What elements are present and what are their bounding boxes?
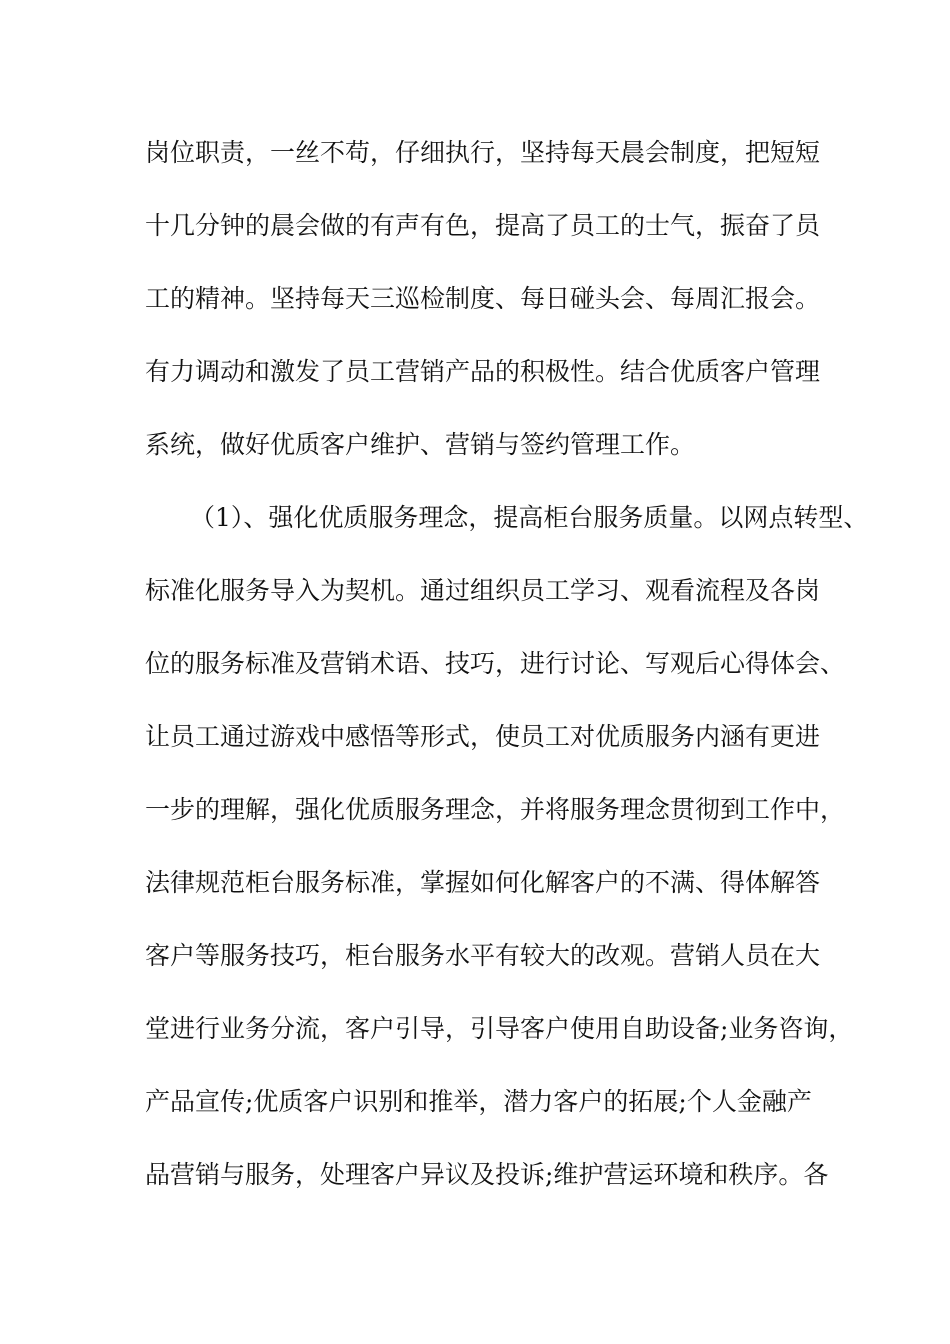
text-line: 一步的理解，强化优质服务理念，并将服务理念贯彻到工作中， <box>145 795 846 824</box>
text-line: 堂进行业务分流，客户引导，引导客户使用自助设备;业务咨询， <box>145 1014 854 1043</box>
text-line: 品营销与服务，处理客户异议及投诉;维护营运环境和秩序。各 <box>145 1160 829 1189</box>
paragraph-first-line: （1）、强化优质服务理念，提高柜台服务质量。以网点转型、 <box>190 503 869 532</box>
text-line: 工的精神。坚持每天三巡检制度、每日碰头会、每周汇报会。 <box>145 284 821 313</box>
text-line: 位的服务标准及营销术语、技巧，进行讨论、写观后心得体会、 <box>145 649 846 678</box>
text-line: 标准化服务导入为契机。通过组织员工学习、观看流程及各岗 <box>145 576 821 605</box>
text-line: 客户等服务技巧，柜台服务水平有较大的改观。营销人员在大 <box>145 941 821 970</box>
text-line: 让员工通过游戏中感悟等形式，使员工对优质服务内涵有更进 <box>145 722 821 751</box>
text-line: 十几分钟的晨会做的有声有色，提高了员工的士气，振奋了员 <box>145 211 821 240</box>
text-line: 岗位职责，一丝不苟，仔细执行，坚持每天晨会制度，把短短 <box>145 138 821 167</box>
text-line: 法律规范柜台服务标准，掌握如何化解客户的不满、得体解答 <box>145 868 821 897</box>
text-line: 产品宣传;优质客户识别和推举，潜力客户的拓展;个人金融产 <box>145 1087 812 1116</box>
text-line: 系统，做好优质客户维护、营销与签约管理工作。 <box>145 430 696 459</box>
text-line: 有力调动和激发了员工营销产品的积极性。结合优质客户管理 <box>145 357 821 386</box>
